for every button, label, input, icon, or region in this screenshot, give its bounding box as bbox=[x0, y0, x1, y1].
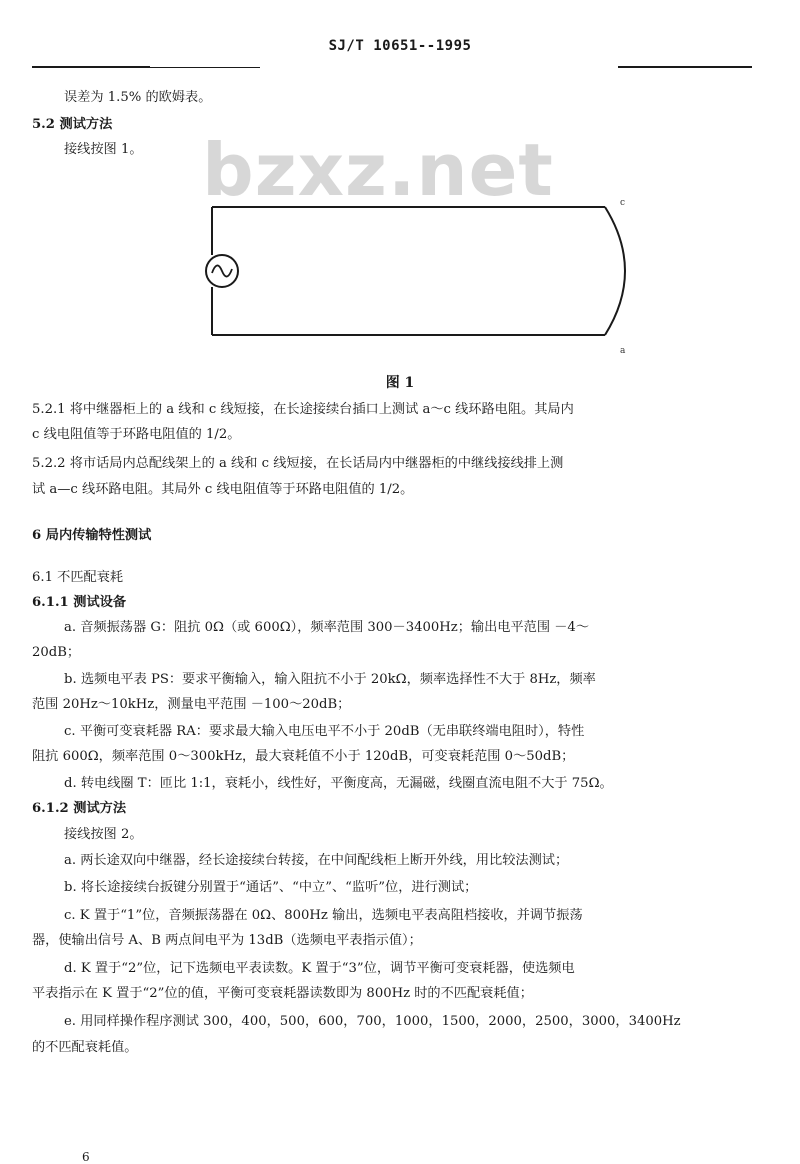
header-rule-left bbox=[32, 66, 150, 68]
terminal-c-label: c bbox=[620, 198, 626, 208]
document-code: SJ/T 10651--1995 bbox=[328, 38, 472, 54]
line-termination-arc bbox=[605, 207, 625, 335]
paragraph-p16: 阻抗 600Ω，频率范围 0～300kHz，最大衰耗值不小于 120dB，可变衰耗范围 0～50dB； bbox=[32, 749, 575, 764]
paragraph-p5: c 线电阻值等于环路电阻值的 1/2。 bbox=[32, 427, 241, 442]
header-rule-right bbox=[618, 66, 752, 68]
paragraph-p25: 平表指示在 K 置于“2”位的值，平衡可变衰耗器读数即为 800Hz 时的不匹配衰耗值； bbox=[32, 986, 533, 1001]
section-5-2-heading: 5.2 测试方法 bbox=[32, 117, 113, 132]
paragraph-p19: 接线按图 2。 bbox=[64, 827, 143, 842]
paragraph-p14: 范围 20Hz～10kHz，测量电平范围 －100～20dB； bbox=[32, 697, 351, 712]
paragraph-p27: 的不匹配衰耗值。 bbox=[32, 1040, 138, 1055]
paragraph-p26: e. 用同样操作程序测试 300，400，500，600，700，1000，1500，2000，2500，3000，3400Hz bbox=[64, 1014, 681, 1029]
paragraph-p1: 误差为 1.5% 的欧姆表。 bbox=[64, 90, 212, 105]
sine-wave-icon bbox=[212, 265, 232, 276]
paragraph-p13: b. 选频电平表 PS：要求平衡输入，输入阻抗不小于 20kΩ，频率选择性不大于 8Hz，频率 bbox=[64, 672, 596, 687]
header-rule-left-2 bbox=[150, 67, 260, 68]
section-6-1-heading: 6.1 不匹配衰耗 bbox=[32, 570, 124, 585]
paragraph-p7: 试 a—c 线环路电阻。其局外 c 线电阻值等于环路电阻值的 1/2。 bbox=[32, 482, 414, 497]
paragraph-p20: a. 两长途双向中继器，经长途接续台转接，在中间配线柜上断开外线，用比较法测试； bbox=[64, 853, 569, 868]
paragraph-p17: d. 转电线圈 T：匝比 1:1，衰耗小，线性好，平衡度高，无漏磁，线圈直流电阻不大于 75Ω。 bbox=[64, 776, 613, 791]
paragraph-p23: 器，使输出信号 A、B 两点间电平为 13dB（选频电平表指示值）； bbox=[32, 933, 422, 948]
section-6-1-2-heading: 6.1.2 测试方法 bbox=[32, 801, 127, 816]
paragraph-p21: b. 将长途接续台扳键分别置于“通话”、“中立”、“监听”位，进行测试； bbox=[64, 880, 478, 895]
paragraph-p11: a. 音频振荡器 G：阻抗 0Ω（或 600Ω），频率范围 300－3400Hz；输出电平范围 －4～ bbox=[64, 620, 590, 635]
section-6-1-1-heading: 6.1.1 测试设备 bbox=[32, 595, 127, 610]
watermark: bzxz.net bbox=[202, 128, 554, 212]
paragraph-p4: 5.2.1 将中继器柜上的 a 线和 c 线短接，在长途接续台插口上测试 a～c 线环路电阻。其局内 bbox=[32, 402, 574, 417]
figure-1-circuit-diagram bbox=[195, 195, 645, 365]
paragraph-p3: 接线按图 1。 bbox=[64, 142, 143, 157]
paragraph-p24: d. K 置于“2”位，记下选频电平表读数。K 置于“3”位，调节平衡可变衰耗器，使选频电 bbox=[64, 961, 575, 976]
paragraph-p22: c. K 置于“1”位，音频振荡器在 0Ω、800Hz 输出，选频电平表高阻档接收，并调节振荡 bbox=[64, 908, 583, 923]
terminal-a-label: a bbox=[620, 346, 626, 356]
paragraph-p12: 20dB； bbox=[32, 645, 81, 660]
paragraph-p15: c. 平衡可变衰耗器 RA：要求最大输入电压电平不小于 20dB（无串联终端电阻时），特性 bbox=[64, 724, 585, 739]
page-number: 6 bbox=[82, 1150, 90, 1164]
section-6-heading: 6 局内传输特性测试 bbox=[32, 528, 152, 543]
paragraph-p6: 5.2.2 将市话局内总配线架上的 a 线和 c 线短接，在长话局内中继器柜的中继线接线排上测 bbox=[32, 456, 564, 471]
figure-1-caption: 图 1 bbox=[385, 375, 415, 391]
